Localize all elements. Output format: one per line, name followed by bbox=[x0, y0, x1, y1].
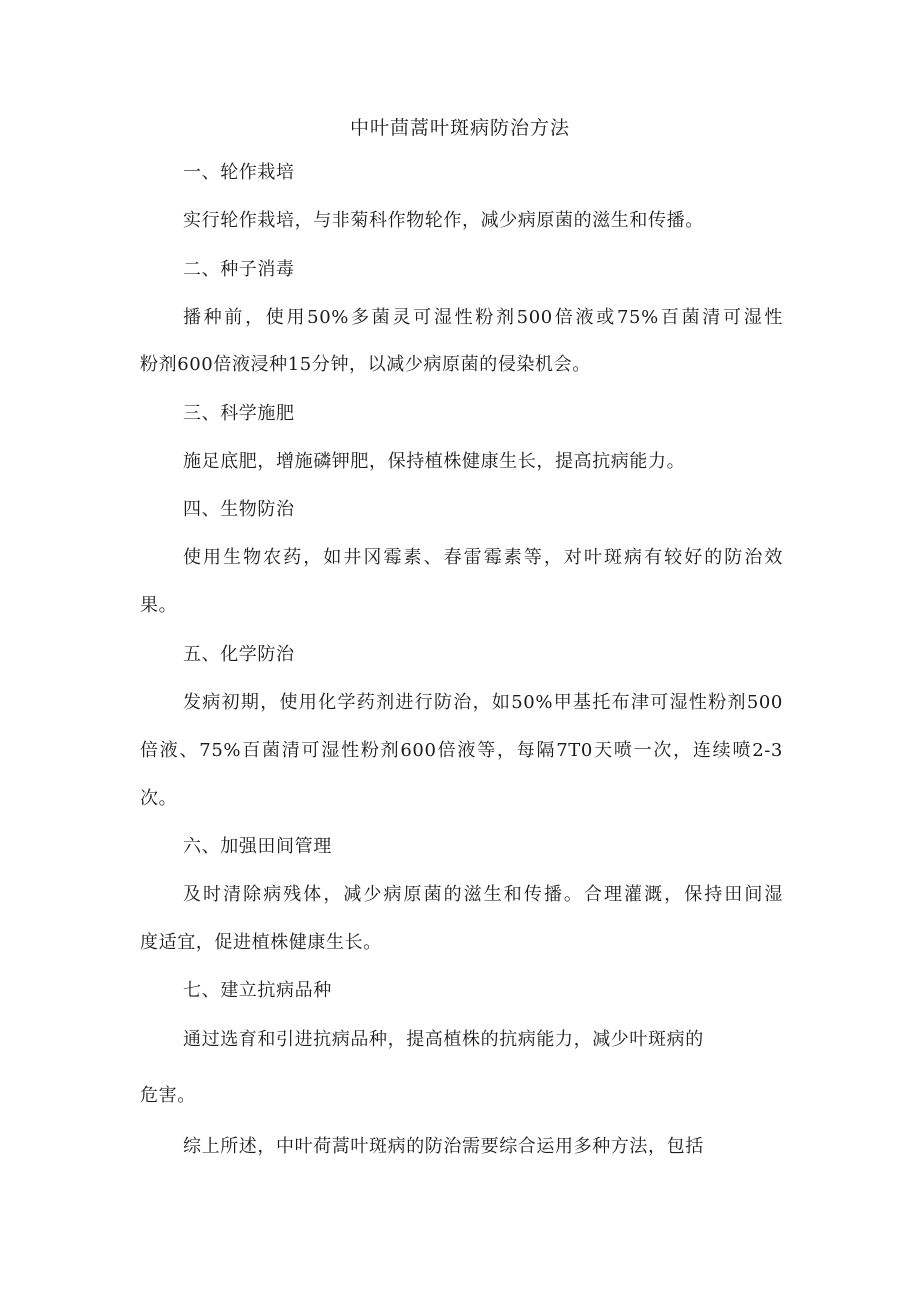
document-title: 中叶茴蒿叶斑病防治方法 bbox=[349, 117, 570, 139]
paragraph-line: 倍液、75%百菌清可湿性粉剂600倍液等，每隔7T0天喷一次，连续喷2-3 bbox=[140, 740, 783, 761]
paragraph-line: 使用生物农药，如井冈霉素、春雷霉素等，对叶斑病有较好的防治效 bbox=[183, 547, 783, 568]
section-heading-7: 七、建立抗病品种 bbox=[183, 980, 332, 1001]
paragraph-line: 通过选育和引进抗病品种，提高植株的抗病能力，减少叶斑病的 bbox=[183, 1029, 704, 1050]
section-heading-5: 五、化学防治 bbox=[183, 644, 295, 665]
section-heading-2: 二、种子消毒 bbox=[183, 259, 295, 280]
section-heading-6: 六、加强田间管理 bbox=[183, 836, 332, 857]
paragraph-line: 播种前，使用50%多菌灵可湿性粉剂500倍液或75%百菌清可湿性 bbox=[183, 307, 783, 328]
paragraph-line: 危害。 bbox=[140, 1085, 196, 1106]
paragraph-line: 度适宜，促进植株健康生长。 bbox=[140, 932, 382, 953]
section-heading-4: 四、生物防治 bbox=[183, 499, 295, 520]
section-heading-1: 一、轮作栽培 bbox=[183, 162, 295, 183]
paragraph-line: 次。 bbox=[140, 788, 178, 809]
paragraph-line: 施足底肥，增施磷钾肥，保持植株健康生长，提高抗病能力。 bbox=[183, 451, 686, 472]
summary-line: 综上所述，中叶荷蒿叶斑病的防治需要综合运用多种方法，包括 bbox=[183, 1136, 704, 1157]
paragraph-line: 果。 bbox=[140, 595, 178, 616]
paragraph-line: 实行轮作栽培，与非菊科作物轮作，减少病原菌的滋生和传播。 bbox=[183, 210, 704, 231]
paragraph-line: 及时清除病残体，减少病原菌的滋生和传播。合理灌溉，保持田间湿 bbox=[183, 884, 783, 905]
paragraph-line: 粉剂600倍液浸种15分钟，以减少病原菌的侵染机会。 bbox=[140, 354, 591, 375]
paragraph-line: 发病初期，使用化学药剂进行防治，如50%甲基托布津可湿性粉剂500 bbox=[183, 692, 783, 713]
section-heading-3: 三、科学施肥 bbox=[183, 403, 295, 424]
